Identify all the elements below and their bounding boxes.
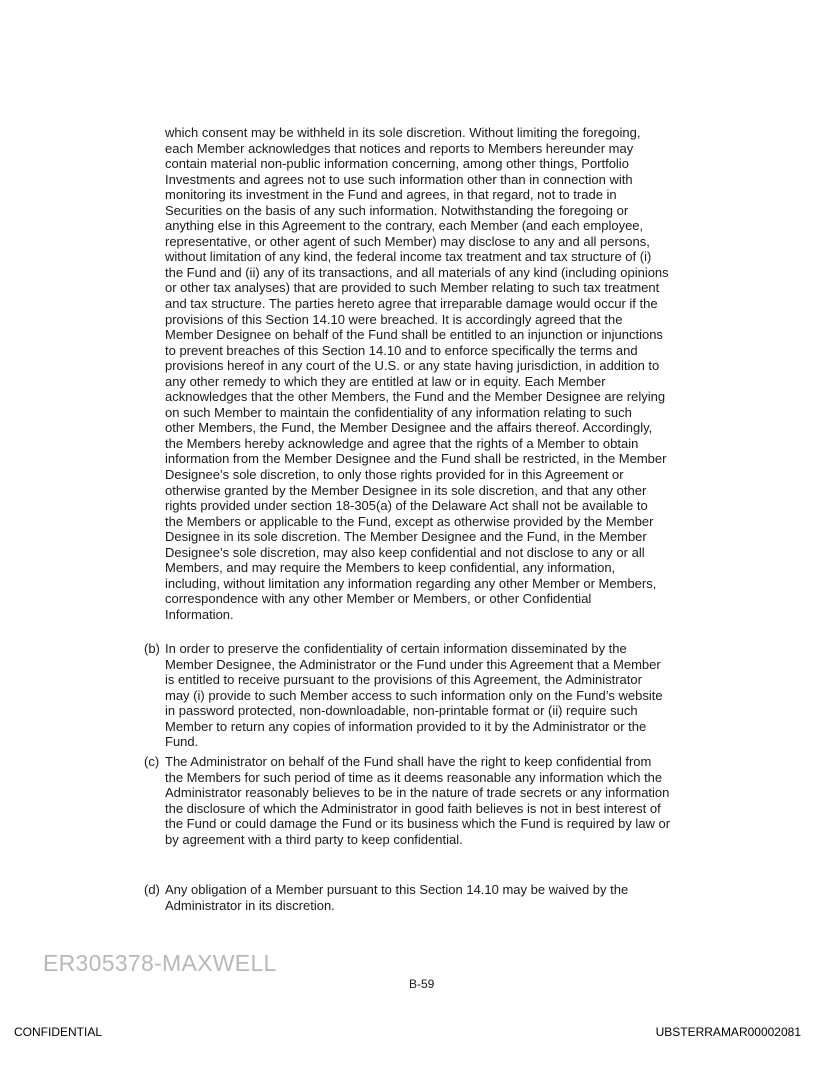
- text-line: on such Member to maintain the confidentiality of any information relating to such: [165, 404, 632, 420]
- text-line: rights provided under section 18-305(a) of the Delaware Act shall not be available to: [165, 498, 648, 514]
- text-line: Designee’s sole discretion, to only those rights provided for in this Agreement or: [165, 467, 624, 483]
- bates-number: UBSTERRAMAR00002081: [655, 1025, 801, 1039]
- text-line: In order to preserve the confidentiality of certain information disseminated by the: [165, 641, 627, 656]
- paragraph-a: [165, 125, 669, 623]
- text-line: correspondence with any other Member or Members, or other Confidential: [165, 591, 592, 607]
- text-line: or other tax analyses) that are provided to such Member relating to such tax treatment: [165, 280, 660, 296]
- text-line: the Members for such period of time as it deems reasonable any information which the: [165, 769, 663, 785]
- text-line: provisions of this Section 14.10 were breached. It is accordingly agreed that the: [165, 311, 623, 327]
- text-line: is entitled to receive pursuant to the provisions of this Agreement, the Administrator: [165, 672, 642, 688]
- text-line: Member Designee on behalf of the Fund shall be entitled to an injunction or injunctions: [165, 327, 663, 343]
- exhibit-stamp: ER305378-MAXWELL: [43, 950, 277, 976]
- item-label: (b): [144, 641, 160, 656]
- text-line: the disclosure of which the Administrator in good faith believes is not in best interest of: [165, 800, 661, 816]
- text-line: Fund.: [165, 734, 199, 750]
- text-line: Members, and may require the Members to keep confidential, any information,: [165, 560, 616, 576]
- text-line: the Members or applicable to the Fund, except as otherwise provided by the Member: [165, 513, 654, 529]
- paragraph-b: [144, 641, 663, 750]
- text-line: any other remedy to which they are entitled at law or in equity. Each Member: [165, 373, 606, 389]
- text-line: to prevent breaches of this Section 14.10 and to enforce specifically the terms and: [165, 342, 638, 358]
- text-line: and tax structure. The parties hereto agree that irreparable damage would occur if the: [165, 296, 658, 312]
- confidential-label: CONFIDENTIAL: [14, 1025, 103, 1039]
- text-line: Any obligation of a Member pursuant to this Section 14.10 may be waived by the: [165, 882, 629, 897]
- text-line: Member Designee, the Administrator or the Fund under this Agreement that a Member: [165, 656, 661, 672]
- text-line: acknowledges that the other Members, the Fund and the Member Designee are relying: [165, 389, 666, 405]
- text-line: in password protected, non-downloadable, non-printable format or (ii) require such: [165, 703, 638, 719]
- text-line: monitoring its investment in the Fund and agrees, in that regard, not to trade in: [165, 187, 617, 203]
- text-line: otherwise granted by the Member Designee in its sole discretion, and that any other: [165, 482, 647, 498]
- text-line: by agreement with a third party to keep confidential.: [165, 831, 463, 847]
- text-line: Securities on the basis of any such information. Notwithstanding the foregoing or: [165, 202, 629, 218]
- text-line: Designee’s sole discretion, may also keep confidential and not disclose to any or all: [165, 544, 645, 560]
- text-line: other Members, the Fund, the Member Designee and the affairs thereof. Accordingly,: [165, 420, 653, 436]
- text-line: the Members hereby acknowledge and agree that the rights of a Member to obtain: [165, 435, 639, 451]
- text-line: including, without limitation any information regarding any other Member or Members,: [165, 575, 657, 591]
- text-line: contain material non-public information concerning, among other things, Portfolio: [165, 156, 629, 172]
- text-line: Information.: [165, 606, 234, 622]
- text-line: Administrator in its discretion.: [165, 897, 335, 913]
- text-line: provisions hereof in any court of the U.S. or any state having jurisdiction, in addition to: [165, 358, 660, 374]
- text-line: the Fund or could damage the Fund or its business which the Fund is required by law or: [165, 816, 671, 832]
- text-line: each Member acknowledges that notices and reports to Members hereunder may: [165, 140, 634, 156]
- page-number: B-59: [409, 977, 435, 991]
- item-label: (d): [144, 882, 160, 897]
- text-line: may (i) provide to such Member access to such information only on the Fund’s website: [165, 687, 663, 703]
- item-label: (c): [144, 754, 160, 769]
- text-line: Investments and agrees not to use such information other than in connection with: [165, 171, 633, 187]
- text-line: information from the Member Designee and the Fund shall be restricted, in the Member: [165, 451, 667, 467]
- text-line: anything else in this Agreement to the contrary, each Member (and each employee,: [165, 218, 644, 234]
- paragraph-d: [144, 882, 629, 913]
- text-line: Member to return any copies of information provided to it by the Administrator or the: [165, 718, 647, 734]
- text-line: Administrator reasonably believes to be in the nature of trade secrets or any information: [165, 785, 670, 801]
- paragraph-c: [144, 754, 671, 847]
- text-line: representative, or other agent of such Member) may disclose to any and all persons,: [165, 233, 650, 249]
- text-line: the Fund and (ii) any of its transactions, and all materials of any kind (including opinions: [165, 264, 669, 280]
- text-line: which consent may be withheld in its sole discretion. Without limiting the foregoing,: [165, 125, 641, 140]
- text-line: Designee in its sole discretion. The Member Designee and the Fund, in the Member: [165, 529, 647, 545]
- text-line: The Administrator on behalf of the Fund shall have the right to keep confidential from: [165, 754, 652, 769]
- text-line: without limitation of any kind, the federal income tax treatment and tax structure of (i): [165, 249, 652, 265]
